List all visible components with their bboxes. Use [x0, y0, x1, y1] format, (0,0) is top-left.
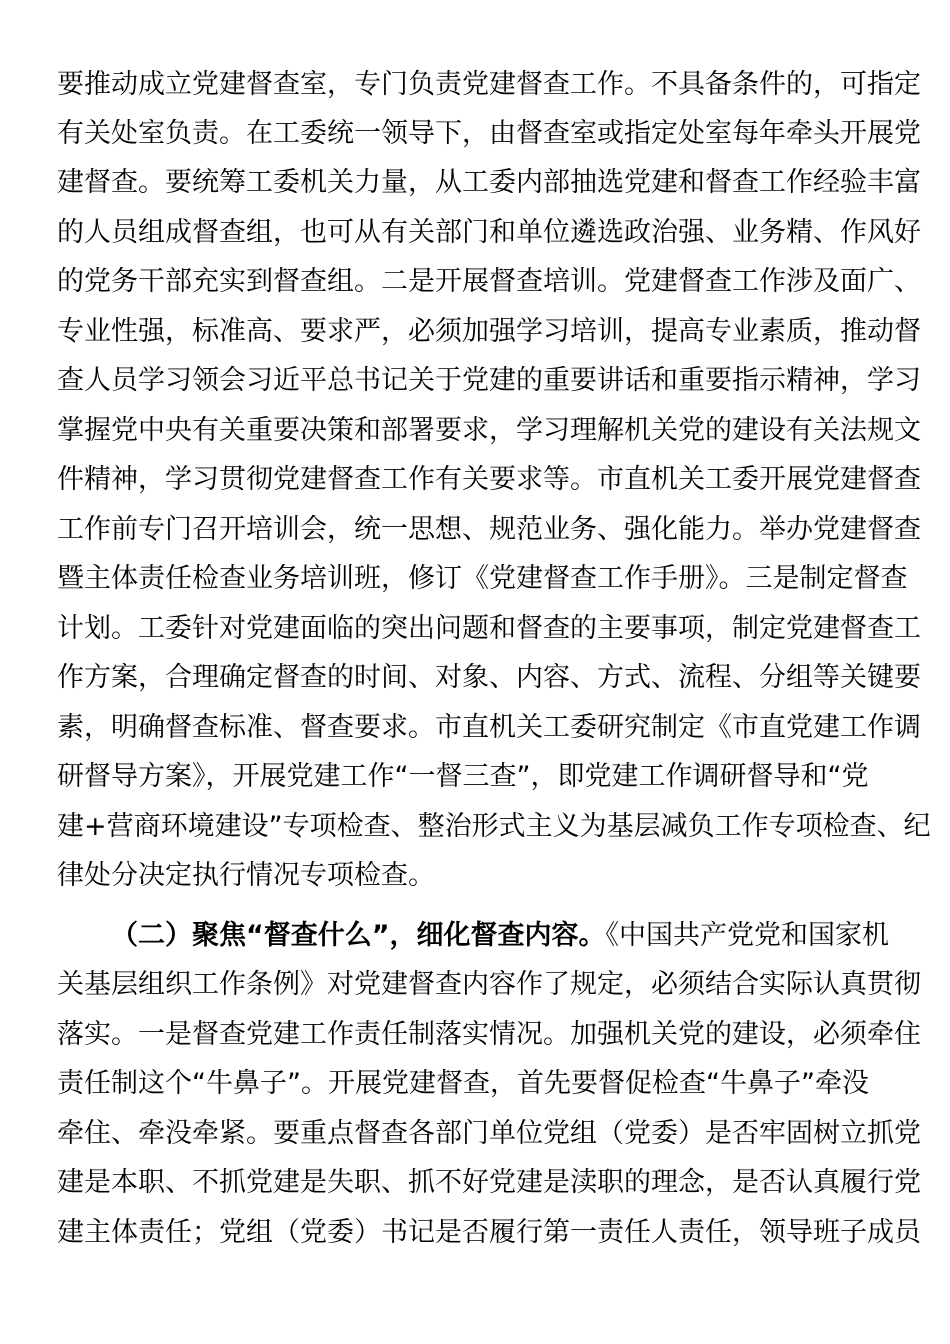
text-line: 计划。工委针对党建面临的突出问题和督查的主要事项，制定党建督查工 — [57, 613, 921, 644]
text-line: 要推动成立党建督查室，专门负责党建督查工作。不具备条件的，可指定 — [57, 69, 921, 100]
text-line: 素，明确督查标准、督查要求。市直机关工委研究制定《市直党建工作调 — [57, 712, 921, 743]
text-line: 建督查。要统筹工委机关力量，从工委内部抽选党建和督查工作经验丰富 — [57, 167, 921, 198]
text-line: 律处分决定执行情况专项检查。 — [57, 860, 435, 891]
text-line: 掌握党中央有关重要决策和部署要求，学习理解机关党的建设有关法规文 — [57, 415, 921, 446]
text-line: 的人员组成督查组，也可从有关部门和单位遴选政治强、业务精、作风好 — [57, 217, 921, 248]
text-line: 建是本职、不抓党建是失职、抓不好党建是渎职的理念，是否认真履行党 — [57, 1167, 921, 1198]
text-line: 专业性强，标准高、要求严，必须加强学习培训，提高专业素质，推动督 — [57, 316, 921, 347]
section-heading: （二）聚焦“督查什么”，细化督查内容。 — [111, 920, 606, 951]
text-line: 落实。一是督查党建工作责任制落实情况。加强机关党的建设，必须牵住 — [57, 1019, 921, 1050]
text-line: 关基层组织工作条例》对党建督查内容作了规定，必须结合实际认真贯彻 — [57, 969, 921, 1000]
text-line: 件精神，学习贯彻党建督查工作有关要求等。市直机关工委开展党建督查 — [57, 464, 921, 495]
text-line: 暨主体责任检查业务培训班，修订《党建督查工作手册》。三是制定督查 — [57, 563, 908, 594]
text-line: 有关处室负责。在工委统一领导下，由督查室或指定处室每年牵头开展党 — [57, 118, 921, 149]
text-line: 研督导方案》，开展党建工作“一督三查”，即党建工作调研督导和“党 — [57, 761, 869, 792]
text-line: 责任制这个“牛鼻子”。开展党建督查，首先要督促检查“牛鼻子”牵没 — [57, 1068, 869, 1099]
text-line: 查人员学习领会习近平总书记关于党建的重要讲话和重要指示精神，学习 — [57, 365, 921, 396]
text-line: 的党务干部充实到督查组。二是开展督查培训。党建督查工作涉及面广、 — [57, 266, 921, 297]
text-line: 牵住、牵没牵紧。要重点督查各部门单位党组（党委）是否牢固树立抓党 — [57, 1118, 921, 1149]
text-line: 作方案，合理确定督查的时间、对象、内容、方式、流程、分组等关键要 — [57, 662, 921, 693]
text-line: 建+营商环境建设”专项检查、整治形式主义为基层减负工作专项检查、纪 — [57, 811, 931, 842]
heading-line-text: 《中国共产党党和国家机 — [605, 920, 889, 951]
section-heading-line — [57, 916, 889, 956]
text-line: 工作前专门召开培训会，统一思想、规范业务、强化能力。举办党建督查 — [57, 514, 921, 545]
text-line: 建主体责任；党组（党委）书记是否履行第一责任人责任，领导班子成员 — [57, 1217, 921, 1248]
